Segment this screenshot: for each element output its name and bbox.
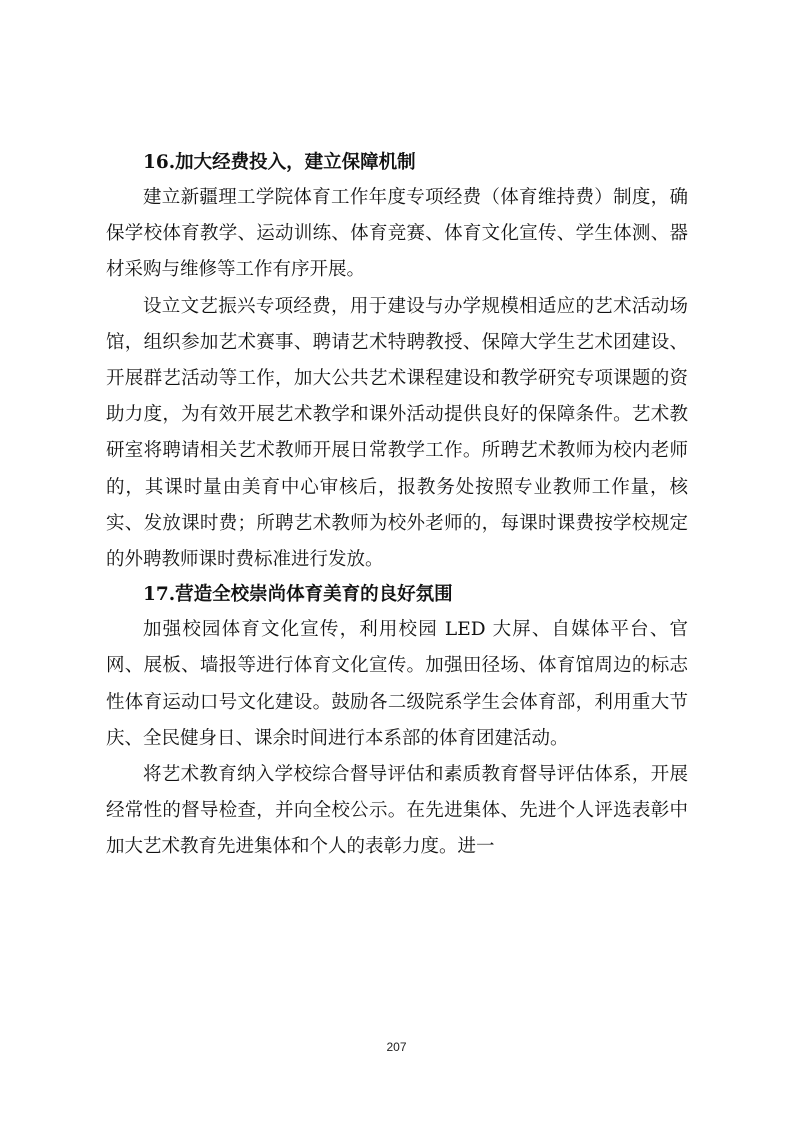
paragraph-arts-evaluation: 将艺术教育纳入学校综合督导评估和素质教育督导评估体系，开展经常性的督导检查，并向全校公示。在先进集体、先进个人评选表彰中加大艺术教育先进集体和个人的表彰力度。进一 (106, 764, 688, 858)
page-number: 207 (386, 1040, 407, 1054)
section-heading-17: 17.营造全校崇尚体育美育的良好氛围 (143, 584, 453, 606)
paragraph-arts-funding: 设立文艺振兴专项经费，用于建设与办学规模相适应的艺术活动场馆，组织参加艺术赛事、聘请艺术特聘教授、保障大学生艺术团建设、开展群艺活动等工作，加大公共艺术课程建设和教学研究专项课题的资助力度，为有效开展艺术教学和课外活动提供良好的保障条件。艺术教研室将聘请相关艺术教师开展日常教学工作。所聘艺术教师为校内老师的，其课时量由美育中心审核后，报教务处按照专业教师工作量，核实、发放课时费；所聘艺术教师为校外老师的，每课时课费按学校规定的外聘教师课时费标准进行发放。 (106, 295, 688, 571)
paragraph-sports-culture: 加强校园体育文化宣传，利用校园 LED 大屏、自媒体平台、官网、展板、墙报等进行体育文化宣传。加强田径场、体育馆周边的标志性体育运动口号文化建设。鼓励各二级院系学生会体育部，利用重大节庆、全民健身日、课余时间进行本系部的体育团建活动。 (106, 619, 688, 749)
section-heading-16: 16.加大经费投入，建立保障机制 (143, 152, 416, 173)
paragraph-funding-system: 建立新疆理工学院体育工作年度专项经费（体育维持费）制度，确保学校体育教学、运动训练、体育竞赛、体育文化宣传、学生体测、器材采购与维修等工作有序开展。 (106, 187, 688, 281)
document-body (106, 146, 688, 866)
